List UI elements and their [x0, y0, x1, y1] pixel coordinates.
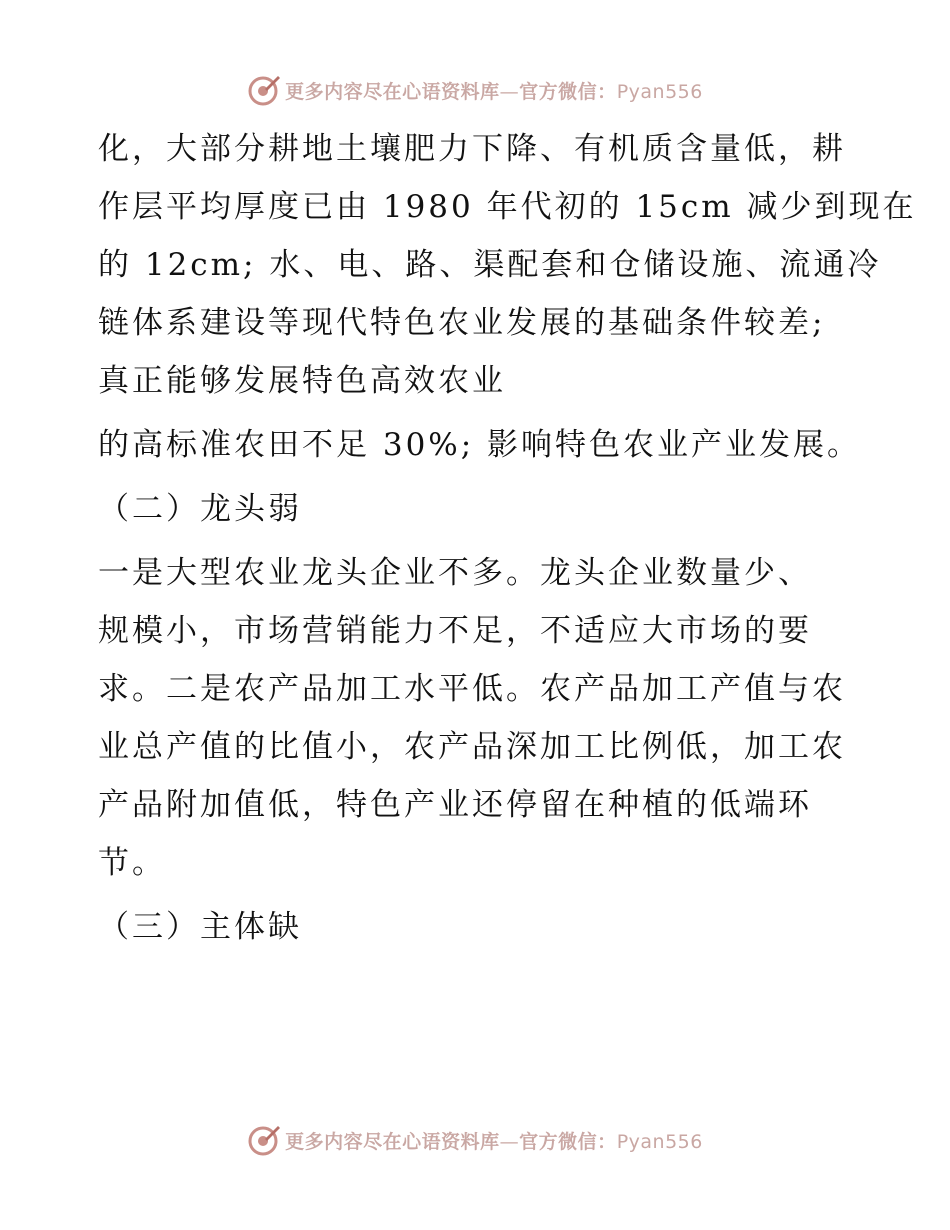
watermark-brand: 更多内容尽在心语资料库 [285, 80, 500, 103]
text-line: 规模小，市场营销能力不足，不适应大市场的要 [98, 613, 812, 649]
text-line: 一是大型农业龙头企业不多。龙头企业数量少、 [98, 555, 812, 591]
watermark-wechat-label: 官方微信： [519, 1130, 617, 1153]
text-line: 求。二是农产品加工水平低。农产品加工产值与农 [98, 671, 846, 707]
watermark-separator: — [499, 80, 520, 103]
watermark-separator: — [499, 1130, 520, 1153]
text-line: 真正能够发展特色高效农业 [98, 363, 506, 399]
text-line: 链体系建设等现代特色农业发展的基础条件较差; [98, 305, 826, 341]
watermark-wechat-id: Pyan556 [616, 80, 703, 103]
paragraph-leaders [98, 544, 868, 892]
text-line: 作层平均厚度已由 1980 年代初的 15cm 减少到现在 [98, 189, 917, 225]
watermark-wechat-label: 官方微信： [519, 80, 617, 103]
text-line: 的高标准农田不足 30%; 影响特色农业产业发展。 [98, 427, 862, 463]
watermark-text [285, 77, 703, 104]
section-heading-3 [98, 898, 868, 956]
pen-circle-icon [247, 73, 281, 107]
text-line: 业总产值的比值小，农产品深加工比例低，加工农 [98, 729, 846, 765]
watermark-brand: 更多内容尽在心语资料库 [285, 1130, 500, 1153]
heading-text: （二）龙头弱 [98, 491, 302, 527]
watermark-header [0, 70, 950, 110]
document-body [98, 120, 917, 956]
heading-text: （三）主体缺 [98, 909, 302, 945]
watermark-footer [0, 1120, 950, 1160]
text-line: 产品附加值低，特色产业还停留在种植的低端环 [98, 787, 812, 823]
paragraph-farmland [98, 416, 868, 474]
watermark-text [285, 1127, 703, 1154]
pen-circle-icon [247, 1123, 281, 1157]
section-heading-2 [98, 480, 868, 538]
text-line: 节。 [98, 845, 166, 881]
text-line: 化，大部分耕地土壤肥力下降、有机质含量低，耕 [98, 131, 846, 167]
watermark-wechat-id: Pyan556 [616, 1130, 703, 1153]
paragraph-soil [98, 120, 917, 410]
text-line: 的 12cm; 水、电、路、渠配套和仓储设施、流通冷 [98, 247, 882, 283]
